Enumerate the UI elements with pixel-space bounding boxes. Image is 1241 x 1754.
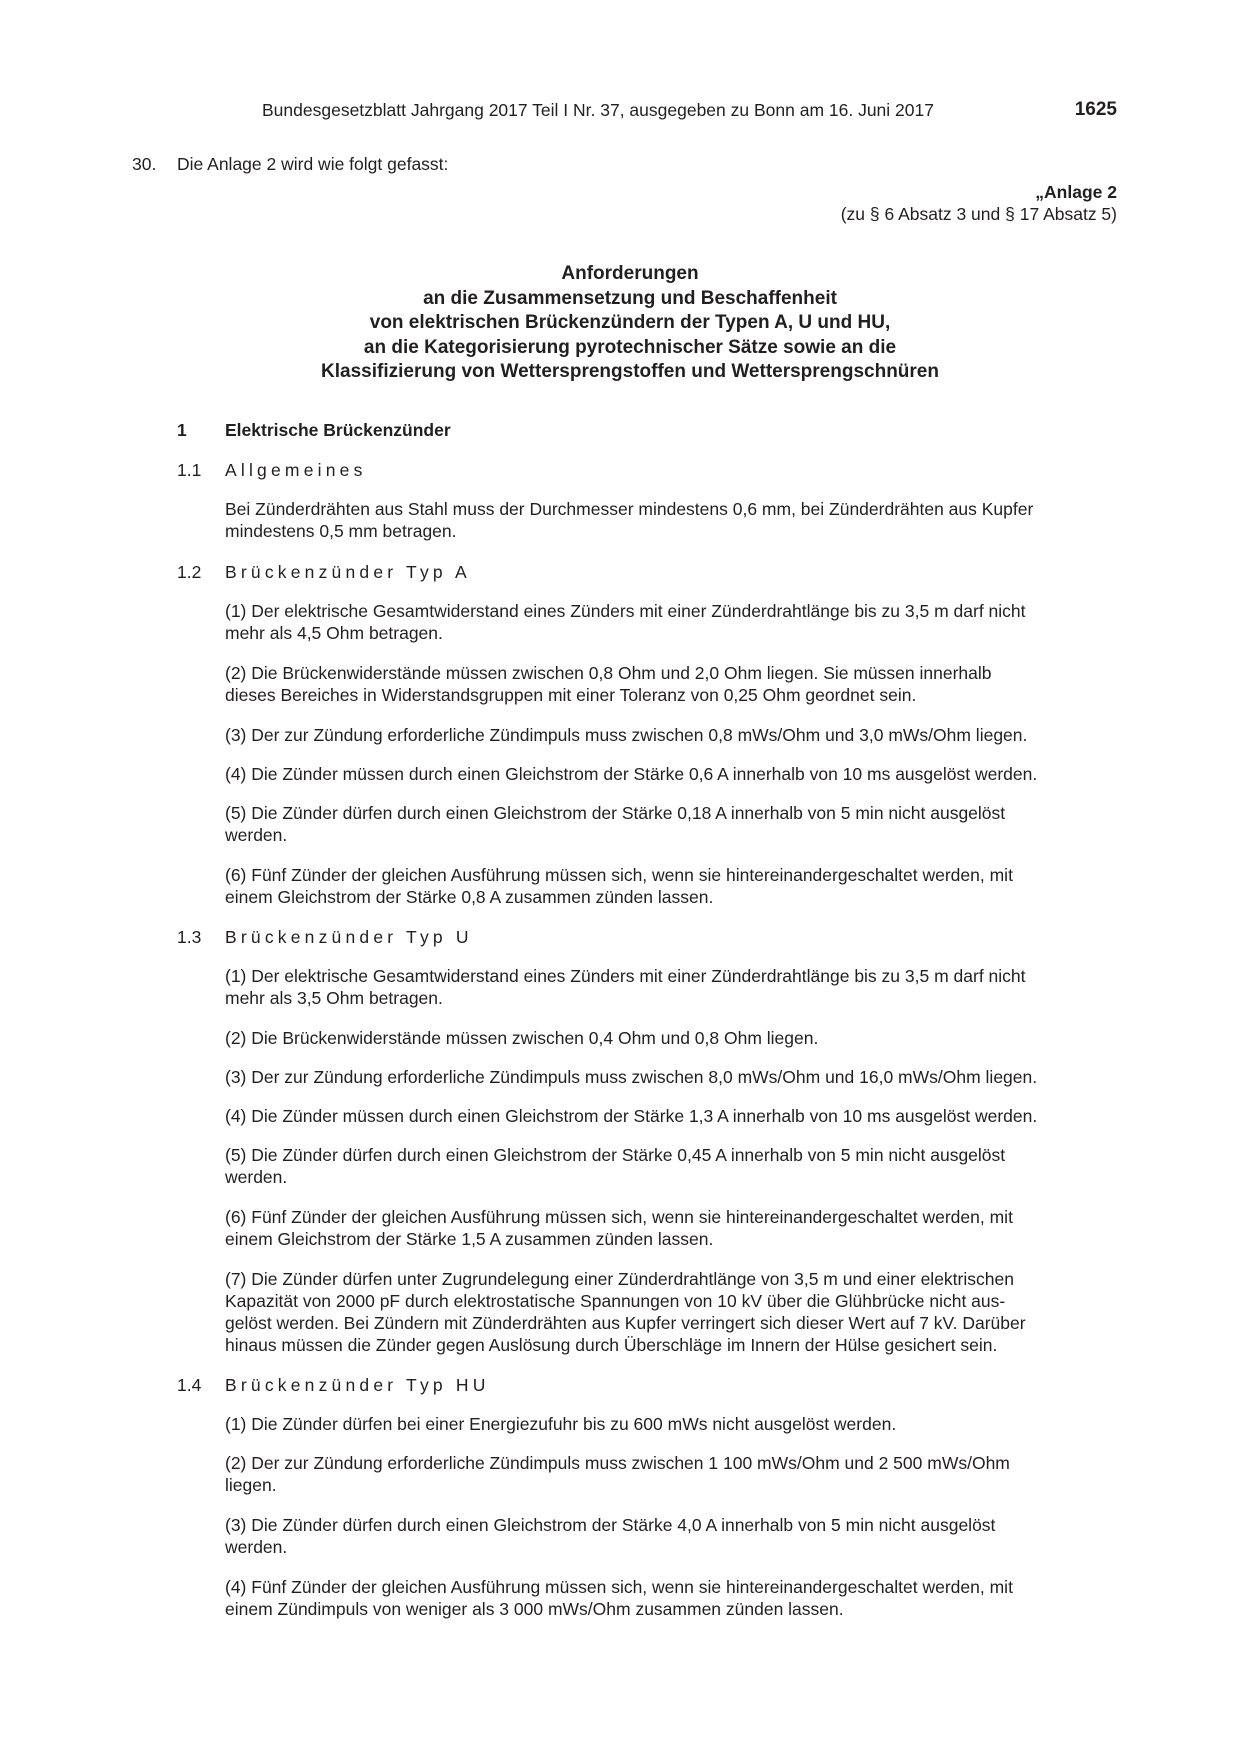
- section-heading-1-2: [177, 562, 471, 583]
- header-text: Bundesgesetzblatt Jahrgang 2017 Teil I Nr. 37, ausgegeben zu Bonn am 16. Juni 2017: [262, 100, 934, 120]
- section-title: Elektrische Brückenzünder: [225, 420, 451, 440]
- title-line: Klassifizierung von Wettersprengstoffen und Wettersprengschnüren: [321, 361, 939, 382]
- section-number: 1.2: [177, 562, 202, 582]
- paragraph-typ-hu-2: [225, 1452, 1117, 1496]
- paragraph-typ-a-6: [225, 864, 1117, 908]
- title-line: an die Zusammensetzung und Beschaffenheit: [423, 287, 837, 309]
- paragraph-line: (3) Die Zünder dürfen durch einen Gleichstrom der Stärke 4,0 A innerhalb von 5 min nicht ausgelöst: [225, 1515, 996, 1535]
- paragraph-line: hinaus müssen die Zünder gegen Auslösung durch Überschläge im Innern der Hülse gesichert sein.: [225, 1335, 998, 1355]
- section-number: 1.4: [177, 1375, 202, 1395]
- paragraph-line: (6) Fünf Zünder der gleichen Ausführung müssen sich, wenn sie hintereinandergeschaltet werden, mit: [225, 865, 1013, 885]
- section-heading-1: [177, 420, 451, 441]
- paragraph-typ-a-3: [225, 724, 1117, 746]
- paragraph-line: mehr als 3,5 Ohm betragen.: [225, 988, 443, 1008]
- annex-reference: (zu § 6 Absatz 3 und § 17 Absatz 5): [840, 204, 1117, 224]
- paragraph-typ-u-1: [225, 965, 1117, 1009]
- paragraph-line: einem Zündimpuls von weniger als 3 000 mWs/Ohm zusammen zünden lassen.: [225, 1599, 844, 1619]
- paragraph-line: einem Gleichstrom der Stärke 0,8 A zusammen zünden lassen.: [225, 887, 714, 907]
- page-number: 1625: [1074, 99, 1117, 120]
- paragraph-line: Kapazität von 2000 pF durch elektrostatische Spannungen von 10 kV über die Glühbrücke nicht aus-: [225, 1291, 1006, 1311]
- paragraph-typ-hu-4: [225, 1576, 1117, 1620]
- paragraph-typ-u-6: [225, 1206, 1117, 1250]
- paragraph-line: (6) Fünf Zünder der gleichen Ausführung müssen sich, wenn sie hintereinandergeschaltet werden, mit: [225, 1207, 1013, 1227]
- paragraph-typ-u-7: [225, 1268, 1117, 1356]
- paragraph-line: (2) Die Brückenwiderstände müssen zwischen 0,4 Ohm und 0,8 Ohm liegen.: [225, 1028, 819, 1048]
- paragraph-line: (7) Die Zünder dürfen unter Zugrundelegung einer Zünderdrahtlänge von 3,5 m und einer elektrischen: [225, 1269, 1014, 1289]
- section-heading-1-4: [177, 1375, 490, 1396]
- section-heading-1-3: [177, 927, 473, 948]
- title-line: an die Kategorisierung pyrotechnischer Sätze sowie an die: [363, 336, 897, 358]
- section-number: 1.3: [177, 927, 202, 947]
- paragraph-typ-u-3: [225, 1066, 1117, 1088]
- section-title: Brückenzünder Typ U: [225, 927, 473, 947]
- title-line: Anforderungen: [561, 263, 699, 284]
- paragraph-line: mehr als 4,5 Ohm betragen.: [225, 623, 443, 643]
- paragraph-line: gelöst werden. Bei Zündern mit Zünderdrähten aus Kupfer verringert sich dieser Wert auf 7 kV. Darüber: [225, 1313, 1026, 1333]
- paragraph-allgemeines: [225, 498, 1117, 542]
- paragraph-line: (5) Die Zünder dürfen durch einen Gleichstrom der Stärke 0,18 A innerhalb von 5 min nicht ausgelöst: [225, 803, 1006, 823]
- amendment-intro: [132, 154, 448, 175]
- paragraph-line: (2) Der zur Zündung erforderliche Zündimpuls muss zwischen 1 100 mWs/Ohm und 2 500 mWs/Ohm: [225, 1453, 1010, 1473]
- section-title: Allgemeines: [225, 460, 367, 480]
- section-heading-1-1: [177, 460, 367, 481]
- paragraph-line: (3) Der zur Zündung erforderliche Zündimpuls muss zwischen 0,8 mWs/Ohm und 3,0 mWs/Ohm liegen.: [225, 725, 1028, 745]
- document-title: [240, 262, 1020, 385]
- amendment-text: Die Anlage 2 wird wie folgt gefasst:: [177, 154, 449, 174]
- paragraph-line: (4) Die Zünder müssen durch einen Gleichstrom der Stärke 1,3 A innerhalb von 10 ms ausgelöst werden.: [225, 1106, 1038, 1126]
- paragraph-typ-hu-3: [225, 1514, 1117, 1558]
- paragraph-line: (5) Die Zünder dürfen durch einen Gleichstrom der Stärke 0,45 A innerhalb von 5 min nicht ausgelöst: [225, 1145, 1006, 1165]
- paragraph-line: werden.: [225, 825, 288, 845]
- paragraph-line: liegen.: [225, 1475, 277, 1495]
- paragraph-typ-u-4: [225, 1105, 1117, 1127]
- annex-title: „Anlage 2: [1035, 182, 1117, 202]
- amendment-number: 30.: [132, 154, 157, 174]
- paragraph-typ-u-5: [225, 1144, 1117, 1188]
- section-number: 1.1: [177, 460, 202, 480]
- section-number: 1: [177, 420, 187, 440]
- paragraph-line: werden.: [225, 1537, 288, 1557]
- paragraph-typ-a-2: [225, 662, 1117, 706]
- paragraph-line: (3) Der zur Zündung erforderliche Zündimpuls muss zwischen 8,0 mWs/Ohm und 16,0 mWs/Ohm liegen.: [225, 1067, 1038, 1087]
- section-title: Brückenzünder Typ HU: [225, 1375, 490, 1395]
- paragraph-line: mindestens 0,5 mm betragen.: [225, 521, 457, 541]
- paragraph-typ-hu-1: [225, 1413, 1117, 1435]
- paragraph-typ-u-2: [225, 1027, 1117, 1049]
- paragraph-line: (1) Die Zünder dürfen bei einer Energiezufuhr bis zu 600 mWs nicht ausgelöst werden.: [225, 1414, 897, 1434]
- paragraph-line: dieses Bereiches in Widerstandsgruppen mit einer Toleranz von 0,25 Ohm geordnet sein.: [225, 685, 917, 705]
- paragraph-line: (4) Die Zünder müssen durch einen Gleichstrom der Stärke 0,6 A innerhalb von 10 ms ausgelöst werden.: [225, 764, 1038, 784]
- section-title: Brückenzünder Typ A: [225, 562, 471, 582]
- paragraph-line: Bei Zünderdrähten aus Stahl muss der Durchmesser mindestens 0,6 mm, bei Zünderdrähten aus Kupfer: [225, 499, 1034, 519]
- paragraph-line: (4) Fünf Zünder der gleichen Ausführung müssen sich, wenn sie hintereinandergeschaltet werden, mit: [225, 1577, 1013, 1597]
- paragraph-typ-a-4: [225, 763, 1117, 785]
- paragraph-typ-a-1: [225, 600, 1117, 644]
- paragraph-line: werden.: [225, 1167, 288, 1187]
- title-line: von elektrischen Brückenzündern der Typen A, U und HU,: [369, 312, 891, 333]
- paragraph-typ-a-5: [225, 802, 1117, 846]
- paragraph-line: (2) Die Brückenwiderstände müssen zwischen 0,8 Ohm und 2,0 Ohm liegen. Sie müssen innerhalb: [225, 663, 992, 683]
- annex-heading: [841, 181, 1117, 225]
- paragraph-line: (1) Der elektrische Gesamtwiderstand eines Zünders mit einer Zünderdrahtlänge bis zu 3,5 m darf nicht: [225, 601, 1026, 621]
- page-header: [262, 100, 1117, 124]
- paragraph-line: einem Gleichstrom der Stärke 1,5 A zusammen zünden lassen.: [225, 1229, 714, 1249]
- paragraph-line: (1) Der elektrische Gesamtwiderstand eines Zünders mit einer Zünderdrahtlänge bis zu 3,5 m darf nicht: [225, 966, 1026, 986]
